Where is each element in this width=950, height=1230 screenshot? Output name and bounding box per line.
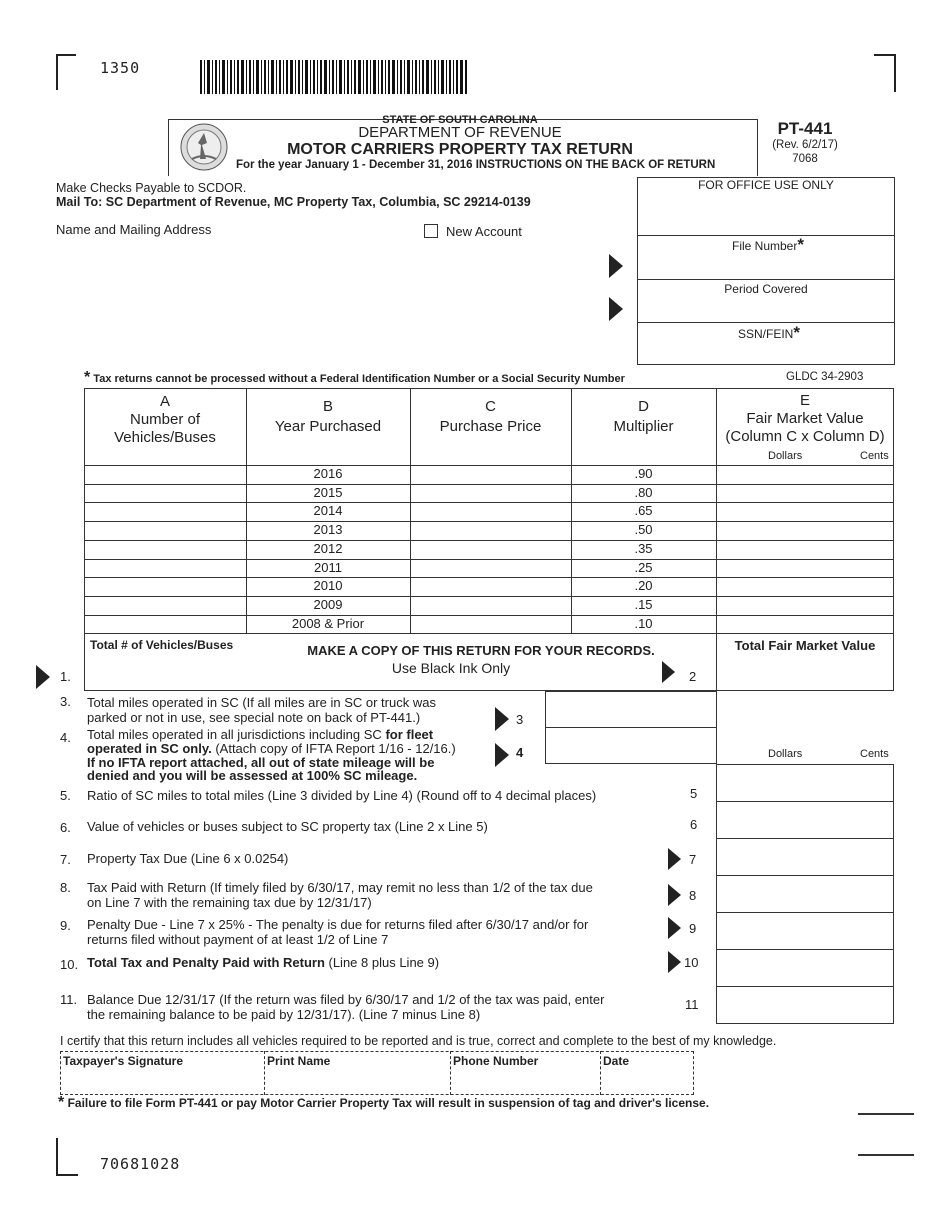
line4-text1 [87,727,433,742]
fair-market-value-field[interactable] [718,522,892,539]
notice-line [84,369,625,387]
vehicle-count-field[interactable] [86,597,244,614]
line9-text1: Penalty Due - Line 7 x 25% - The penalty is due for returns filed after 6/30/17 and/or for [87,917,589,932]
multiplier-cell: .15 [634,596,653,612]
total-vehicles-label: Total # of Vehicles/Buses [90,638,234,652]
line10-arrow-icon [668,951,681,973]
line3-box-number: 3 [516,712,524,727]
col-b-letter: B [322,398,333,415]
multiplier-cell: .80 [634,484,653,500]
line5-number: 5. [60,788,71,803]
col-e-header [716,392,894,446]
line4-text4: denied and you will be assessed at 100% SC mileage. [87,768,418,783]
period-covered-label: Period Covered [724,282,808,296]
sig-divider-3 [600,1051,601,1095]
corner-mark-bottom-right-1 [858,1113,914,1115]
taxpayer-signature-label: Taxpayer's Signature [63,1054,184,1068]
arrow-period-icon [609,297,623,321]
line3-arrow-icon [495,707,509,731]
form-code-top: 1350 [100,59,141,77]
line8-field[interactable] [716,875,894,913]
checks-payable: Make Checks Payable to SCDOR. [56,181,247,195]
line10-text-plain: (Line 8 plus Line 9) [324,955,440,970]
purchase-price-field[interactable] [412,560,569,577]
header-title: MOTOR CARRIERS PROPERTY TAX RETURN [287,141,633,158]
year-purchased-cell: 2011 [314,559,342,575]
fair-market-value-field[interactable] [718,560,892,577]
multiplier-cell: .10 [634,615,653,631]
vehicle-count-field[interactable] [86,522,244,539]
gldc-code: GLDC 34-2903 [786,371,864,383]
form-control-number: 7068 [792,153,818,165]
line3-text2: parked or not in use, see special note on back of PT-441.) [87,710,421,725]
line4-text2 [87,741,456,756]
vehicle-count-field[interactable] [86,560,244,577]
line9-box-number: 9 [689,921,697,936]
ink-note: Use Black Ink Only [391,660,511,676]
new-account-label: New Account [446,224,522,239]
total-vehicles-field[interactable] [86,656,244,689]
certify-statement: I certify that this return includes all vehicles required to be reported and is true, correct and complete to the best of my knowledge. [60,1034,777,1048]
line11-number: 11. [60,992,78,1007]
col-c-letter: C [485,398,496,415]
form-code-bottom: 70681028 [100,1155,181,1173]
line10-field[interactable] [716,949,894,987]
line7-arrow-icon [668,848,681,870]
new-account-checkbox[interactable] [424,224,438,238]
file-number-text: File Number [732,239,798,253]
ssn-text: SSN/FEIN [738,327,794,341]
col-a-letter: A [159,393,170,410]
col-b-header [246,398,410,436]
line6-text: Value of vehicles or buses subject to SC property tax (Line 2 x Line 5) [87,819,488,834]
col-c-header [410,398,571,436]
line10-box-number: 10 [684,955,699,970]
notice-text: Tax returns cannot be processed without a Federal Identification Number or a Social Security Number [93,373,625,385]
year-purchased-cell: 2012 [313,540,343,556]
fair-market-value-field[interactable] [718,485,892,502]
line6-number: 6. [60,820,71,835]
col-a-header [84,393,246,447]
line8-text2: on Line 7 with the remaining tax due by 12/31/17) [87,895,372,910]
header-left-rule [168,119,169,176]
print-name-label: Print Name [267,1054,331,1068]
line7-number: 7. [60,852,71,867]
line6-box-number: 6 [690,817,698,832]
col-b-title: Year Purchased [274,418,382,435]
taxpayer-signature-field[interactable] [62,1070,262,1093]
line7-text: Property Tax Due (Line 6 x 0.0254) [87,851,289,866]
line5-text: Ratio of SC miles to total miles (Line 3 divided by Line 4) (Round off to 4 decimal places) [87,788,597,803]
col-e-title2: (Column C x Column D) [725,428,885,445]
date-field[interactable] [602,1070,692,1093]
corner-mark-top-left [56,54,76,90]
col-a-title1: Number of [129,411,201,428]
required-asterisk-icon: * [793,323,800,342]
header-subtitle: For the year January 1 - December 31, 2016 INSTRUCTIONS ON THE BACK OF RETURN [236,159,716,171]
col-c-title: Purchase Price [439,418,542,435]
state-seal [180,123,228,171]
line11-field[interactable] [716,986,894,1024]
purchase-price-field[interactable] [412,503,569,520]
purchase-price-field[interactable] [412,541,569,558]
form-revision: (Rev. 6/2/17) [772,139,838,151]
col-a-title2: Vehicles/Buses [114,429,216,446]
corner-mark-bottom-left [56,1138,78,1176]
line2-arrow-icon [662,661,675,683]
fair-market-value-field[interactable] [718,578,892,595]
vehicle-count-field[interactable] [86,485,244,502]
line2-number: 2 [689,669,697,684]
year-purchased-cell: 2015 [313,484,343,500]
line4-field[interactable] [545,727,717,764]
name-address-label: Name and Mailing Address [56,222,212,237]
year-purchased-cell: 2008 & Prior [291,615,365,631]
line9-number: 9. [60,918,71,933]
required-asterisk-icon: * [797,235,804,254]
col-e-letter: E [799,392,810,409]
line3-text1: Total miles operated in SC (If all miles are in SC or truck was [87,695,436,710]
purchase-price-field[interactable] [412,616,569,633]
office-divider-2 [637,279,895,280]
year-purchased-cell: 2016 [313,466,343,481]
form-number: PT-441 [777,119,833,138]
line8-text1: Tax Paid with Return (If timely filed by 6/30/17, may remit no less than 1/2 of the tax due [87,880,593,895]
line11-text2: the remaining balance to be paid by 12/31/17). (Line 7 minus Line 8) [87,1007,481,1022]
copy-note: MAKE A COPY OF THIS RETURN FOR YOUR RECORDS. [307,643,655,658]
year-purchased-cell: 2010 [313,578,343,594]
line11-text1: Balance Due 12/31/17 (If the return was filed by 6/30/17 and 1/2 of the tax was paid, enter [87,992,605,1007]
line4-text1-plain: Total miles operated in all jurisdictions including SC [87,727,386,742]
col-e-cents: Cents [860,450,889,462]
purchase-price-field[interactable] [412,597,569,614]
fair-market-value-field[interactable] [718,597,892,614]
line7-field[interactable] [716,838,894,876]
line1-arrow-icon [36,665,50,689]
line11-box-number: 11 [685,997,699,1012]
purchase-price-field[interactable] [412,485,569,502]
sig-divider-2 [450,1051,451,1095]
ssn-field[interactable] [640,340,892,362]
file-number-label [732,235,804,255]
year-purchased-cell: 2009 [313,596,343,612]
sig-divider-1 [264,1051,265,1095]
phone-number-label: Phone Number [453,1054,539,1068]
line4-text1-bold: for fleet [385,727,434,742]
line4-number: 4. [60,730,71,745]
vehicle-count-field[interactable] [86,578,244,595]
line6-field[interactable] [716,801,894,839]
print-name-field[interactable] [266,1070,448,1093]
vehicle-count-field[interactable] [86,616,244,633]
barcode [200,60,468,94]
line10-text-bold: Total Tax and Penalty Paid with Return [87,955,325,970]
multiplier-cell: .20 [634,578,653,594]
col-d-letter: D [638,398,649,415]
period-covered-field[interactable] [640,298,892,320]
arrow-file-number-icon [609,254,623,278]
line5-box-number: 5 [690,786,698,801]
line9-arrow-icon [668,917,681,939]
header-state: STATE OF SOUTH CAROLINA [382,114,538,126]
line4-text2-plain: (Attach copy of IFTA Report 1/16 - 12/16.) [211,741,456,756]
line9-field[interactable] [716,912,894,950]
mail-to: Mail To: SC Department of Revenue, MC Property Tax, Columbia, SC 29214-0139 [56,195,531,209]
line3-number: 3. [60,694,71,709]
failure-text: Failure to file Form PT-441 or pay Motor Carrier Property Tax will result in suspension of tag and driver's license. [67,1096,710,1110]
line9-text2: returns filed without payment of at least 1/2 of Line 7 [87,932,389,947]
line4-text2-bold: operated in SC only. [87,741,212,756]
multiplier-cell: .65 [634,503,653,519]
col-d-title: Multiplier [613,418,674,435]
multiplier-cell: .90 [634,466,653,481]
vehicle-count-field[interactable] [86,466,244,483]
line8-box-number: 8 [689,888,697,903]
line10-number: 10. [60,957,79,972]
header-dept: DEPARTMENT OF REVENUE [358,124,562,141]
fair-market-value-field[interactable] [718,466,892,483]
failure-notice [58,1094,709,1112]
year-purchased-cell: 2013 [313,522,343,538]
year-purchased-cell: 2014 [313,503,343,519]
multiplier-cell: .50 [634,522,653,538]
line10-text [87,955,439,970]
purchase-price-field[interactable] [412,466,569,483]
line8-arrow-icon [668,884,681,906]
line4-arrow-icon [495,743,509,767]
date-label: Date [603,1054,630,1068]
failure-asterisk-icon: * [58,1094,65,1111]
fair-market-value-field[interactable] [718,541,892,558]
header-right-rule [757,119,758,176]
total-fmv-label: Total Fair Market Value [734,638,876,653]
line8-number: 8. [60,880,71,895]
line4-text3: If no IFTA report attached, all out of state mileage will be [87,755,435,770]
phone-number-field[interactable] [452,1070,598,1093]
office-use-heading: FOR OFFICE USE ONLY [698,178,834,192]
multiplier-cell: .25 [634,559,653,575]
total-fmv-field[interactable] [718,656,892,689]
line4-box-number: 4 [516,745,524,760]
dollars-label: Dollars [768,748,803,760]
purchase-price-field[interactable] [412,578,569,595]
fair-market-value-field[interactable] [718,503,892,520]
file-number-field[interactable] [640,253,892,277]
col-d-header [571,398,716,436]
notice-asterisk-icon: * [84,369,91,386]
corner-mark-bottom-right-2 [858,1154,914,1156]
cents-label: Cents [860,748,889,760]
corner-mark-top-right [874,54,896,92]
line1-number: 1. [60,669,71,684]
purchase-price-field[interactable] [412,522,569,539]
col-e-title1: Fair Market Value [746,410,864,427]
line5-field[interactable] [716,764,894,802]
line7-box-number: 7 [689,852,697,867]
multiplier-cell: .35 [634,540,653,556]
vehicle-count-field[interactable] [86,541,244,558]
fair-market-value-field[interactable] [718,616,892,633]
col-e-dollars: Dollars [768,450,803,462]
line3-field[interactable] [545,691,717,728]
table-total-rule [84,633,894,634]
vehicle-count-field[interactable] [86,503,244,520]
